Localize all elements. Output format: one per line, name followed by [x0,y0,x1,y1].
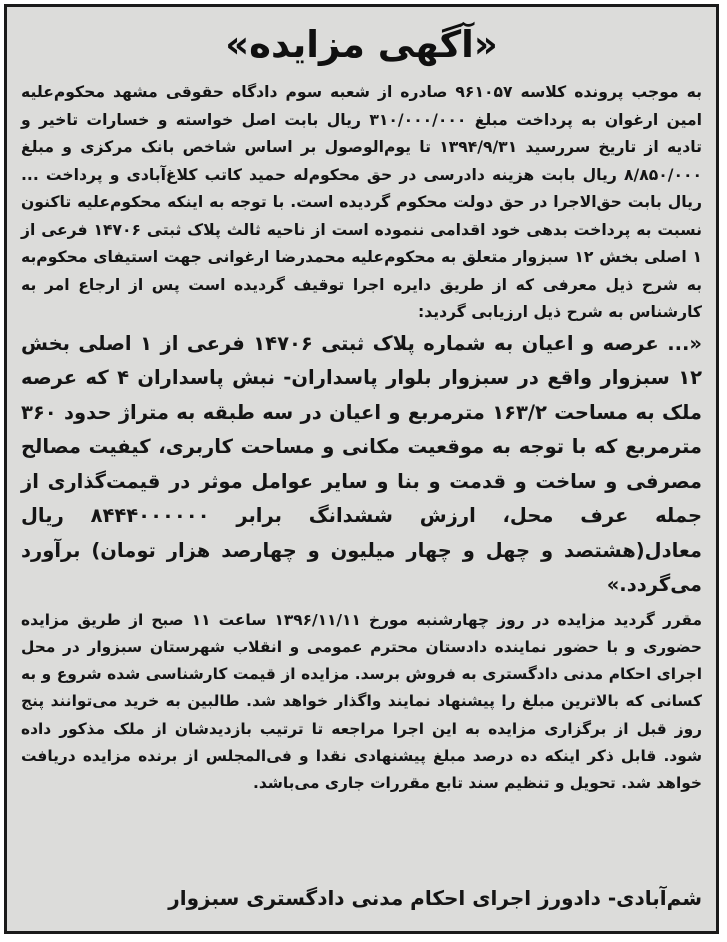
notice-body [21,79,702,798]
notice-title: «آگهی مزایده» [225,23,498,66]
notice-paragraph-case-details: به موجب پرونده کلاسه ۹۶۱۰۵۷ صادره از شعبه سوم دادگاه حقوقی مشهد محکوم‌علیه امین ارغوان به پرداخت مبلغ ۳۱۰/۰۰۰/۰۰۰ ریال بابت اصل خواسته و خسارات تاخیر و تادیه از تاریخ سررسید ۱۳۹۴/۹/۳۱ تا یوم‌الوصول بر اساس شاخص بانک مرکزی و مبلغ ۸/۸۵۰/۰۰۰ ریال بابت هزینه دادرسی در حق محکوم‌له حمید کاتب کلاغ‌آبادی و پرداخت ... ریال بابت حق‌الاجرا در حق دولت محکوم گردیده است. با توجه به اینکه محکوم‌علیه تاکنون نسبت به پرداخت بدهی خود اقدامی ننموده است از ناحیه ثالث پلاک ثبتی ۱۴۷۰۶ فرعی از ۱ اصلی بخش ۱۲ سبزوار متعلق به محکوم‌علیه محمدرضا ارغوانی جهت استیفای محکوم‌به به شرح ذیل معرفی که از طریق دایره اجرا توقیف گردیده است پس از ارجاع امر به کارشناس به شرح ذیل ارزیابی گردید: [21,83,702,321]
notice-paragraph-auction-terms: مقرر گردید مزایده در روز چهارشنبه مورخ ۱۳۹۶/۱۱/۱۱ ساعت ۱۱ صبح از طریق مزایده حضوری و با حضور نماینده دادستان محترم عمومی و انقلاب شهرستان سبزوار در محل اجرای احکام مدنی دادگستری به فروش برسد. مزایده از قیمت کارشناسی شده شروع و به کسانی که بالاترین مبلغ را پیشنهاد نمایند واگذار خواهد شد. طالبین به خرید می‌توانند پنج روز قبل از برگزاری مزایده به این اجرا مراجعه تا ترتیب بازدیدشان از ملک مذکور داده شود. قابل ذکر اینکه ده درصد مبلغ پیشنهادی نقدا و فی‌المجلس از برنده مزایده دریافت خواهد شد. تحویل و تنظیم سند تابع مقررات جاری می‌باشد. [21,610,703,793]
notice-paragraph-property-appraisal: «... عرصه و اعیان به شماره پلاک ثبتی ۱۴۷۰۶ فرعی از ۱ اصلی بخش ۱۲ سبزوار واقع در سبزوار بلوار پاسداران- نبش پاسداران ۴ که عرصه ملک به مساحت ۱۶۳/۲ مترمربع و اعیان در سه طبقه به متراژ حدود ۳۶۰ مترمربع که با توجه به موقعیت مکانی و مساحت کاربری، کیفیت مصالح مصرفی و ساخت و قدمت و بنا و سایر عوامل موثر در قیمت‌گذاری از جمله عرف محل، ارزش ششدانگ برابر ۸۴۴۴۰۰۰۰۰۰ ریال معادل(هشتصد و چهل و چهار میلیون و چهارصد هزار تومان) برآورد می‌گردد.» [21,331,703,596]
notice-signature: شم‌آبادی- دادورز اجرای احکام مدنی دادگستری سبزوار [168,886,702,910]
auction-notice [4,4,719,934]
